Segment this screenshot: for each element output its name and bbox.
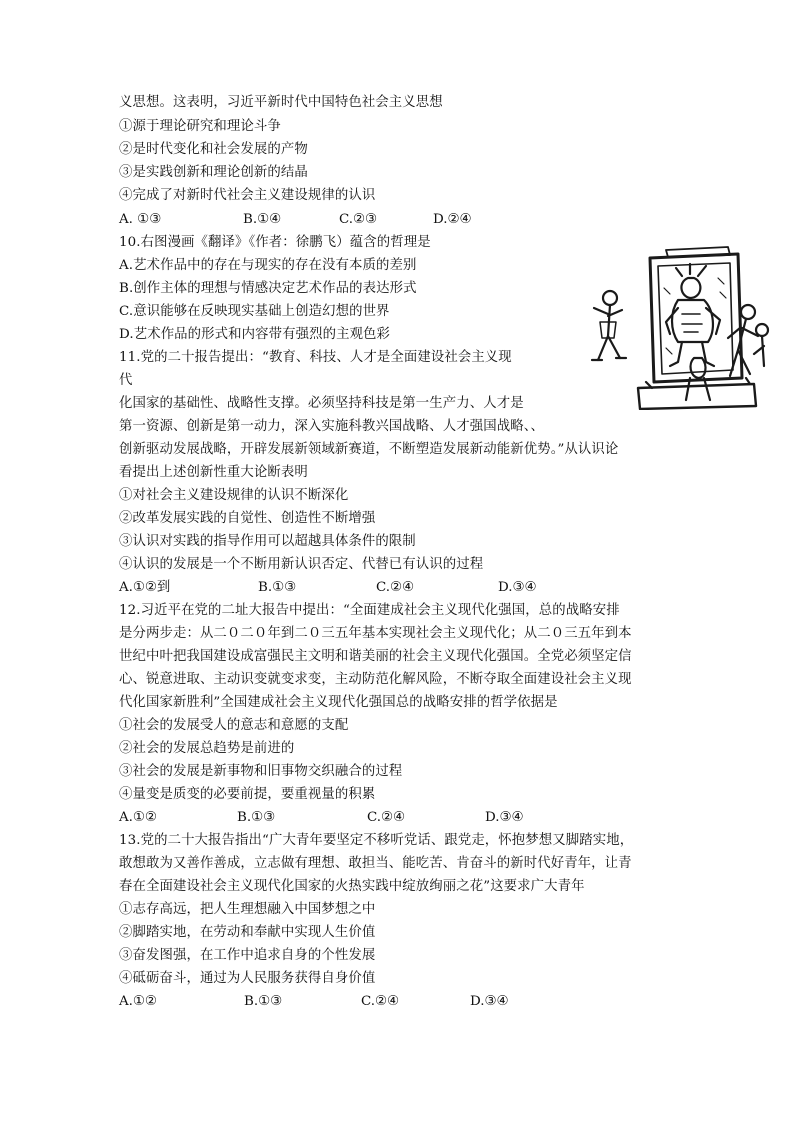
q11-option-a: A.①②到 [119, 580, 171, 595]
q9-option-b: B.①④ [243, 212, 282, 227]
q12-stem-line-1: 12.习近平在党的二址大报告中提出：“全面建成社会主义现代化强国，总的战略安排 [119, 603, 620, 618]
q9-option-d: D.②④ [433, 212, 472, 227]
q13-item-1: ①志存高远，把人生理想融入中国梦想之中 [119, 902, 376, 917]
q11-stem-line-5: 创新驱动发展战略，开辟发展新领域新赛道，不断塑造发展新动能新优势。”从认识论 [119, 442, 619, 457]
q12-option-c: C.②④ [367, 810, 406, 825]
q10-stem: 10.右图漫画《翻译》《作者：徐鹏飞）蕴含的哲理是 [119, 235, 431, 250]
q10-option-b: B.创作主体的理想与情感决定艺术作品的表达形式 [119, 281, 417, 296]
q11-item-3: ③认识对实践的指导作用可以超越具体条件的限制 [119, 534, 416, 549]
q12-option-b: B.①③ [237, 810, 276, 825]
q11-stem-line-2: 代 [119, 373, 133, 388]
q11-stem-line-1: 11.党的二十报告提出：“教育、科技、人才是全面建设社会主义现 [119, 350, 512, 365]
q12-stem-line-2: 是分两步走：从二０二０年到二０三五年基本实现社会主义现代化；从二０三五年到本 [119, 626, 632, 641]
q11-item-1: ①对社会主义建设规律的认识不断深化 [119, 488, 349, 503]
q12-item-4: ④量变是质变的必要前提，要重视量的积累 [119, 787, 376, 802]
q12-stem-line-4: 心、锐意进取、主动识变就变求变，主动防范化解风险，不断夺取全面建设社会主义现 [119, 672, 632, 687]
q13-option-b: B.①③ [244, 994, 283, 1009]
q13-stem-line-1: 13.党的二十大报告指出“广大青年要坚定不移听党话、跟党走，怀抱梦想又脚踏实地， [119, 833, 634, 848]
q12-item-1: ①社会的发展受人的意志和意愿的支配 [119, 718, 349, 733]
q9-item-1: ①源于理论研究和理论斗争 [119, 119, 281, 134]
q9-item-2: ②是时代变化和社会发展的产物 [119, 142, 308, 157]
q9-option-c: C.②③ [339, 212, 378, 227]
q12-stem-line-5: 代化国家新胜利”全国建成社会主义现代化强国总的战略安排的哲学依据是 [119, 695, 558, 710]
q10-option-c: C.意识能够在反映现实基础上创造幻想的世界 [119, 304, 390, 319]
q13-stem-line-3: 春在全面建设社会主义现代化国家的火热实践中绽放绚丽之花”这要求广大青年 [119, 879, 585, 894]
q13-item-4: ④砥砺奋斗，通过为人民服务获得自身价值 [119, 971, 376, 986]
q13-item-2: ②脚踏实地，在劳动和奉献中实现人生价值 [119, 925, 376, 940]
q12-option-d: D.③④ [485, 810, 524, 825]
q9-item-4: ④完成了对新时代社会主义建设规律的认识 [119, 188, 376, 203]
q13-option-c: C.②④ [361, 994, 400, 1009]
q10-option-a: A.艺术作品中的存在与现实的存在没有本质的差别 [119, 258, 417, 273]
q12-option-a: A.①② [119, 810, 157, 825]
q13-option-d: D.③④ [470, 994, 509, 1009]
q11-option-b: B.①③ [258, 580, 297, 595]
q10-option-d: D.艺术作品的形式和内容带有强烈的主观色彩 [119, 327, 391, 342]
q11-option-c: C.②④ [376, 580, 415, 595]
q11-stem-line-3: 化国家的基础性、战略性支撑。必须坚持科技是第一生产力、人才是 [119, 396, 524, 411]
q12-item-2: ②社会的发展总趋势是前进的 [119, 741, 295, 756]
q12-item-3: ③社会的发展是新事物和旧事物交织融合的过程 [119, 764, 403, 779]
q11-stem-line-4: 第一资源、创新是第一动力，深入实施科教兴国战略、人才强国战略、、 [119, 419, 544, 434]
q12-stem-line-3: 世纪中叶把我国建设成富强民主文明和谐美丽的社会主义现代化强国。全党必须坚定信 [119, 649, 632, 664]
q9-item-3: ③是实践创新和理论创新的结晶 [119, 165, 308, 180]
q9-stem-tail: 义思想。这表明，习近平新时代中国特色社会主义思想 [119, 95, 443, 110]
q9-option-a: A. ①③ [119, 212, 162, 227]
q11-stem-line-6: 看提出上述创新性重大论断表明 [119, 465, 308, 480]
translation-cartoon-image [578, 238, 774, 410]
q13-option-a: A.①② [119, 994, 157, 1009]
q11-option-d: D.③④ [498, 580, 537, 595]
q11-item-2: ②改革发展实践的自觉性、创造性不断增强 [119, 511, 376, 526]
q11-item-4: ④认识的发展是一个不断用新认识否定、代替已有认识的过程 [119, 557, 484, 572]
q13-item-3: ③奋发图强，在工作中追求自身的个性发展 [119, 948, 376, 963]
q13-stem-line-2: 敢想敢为又善作善成，立志做有理想、敢担当、能吃苦、肯奋斗的新时代好青年，让青 [119, 856, 632, 871]
